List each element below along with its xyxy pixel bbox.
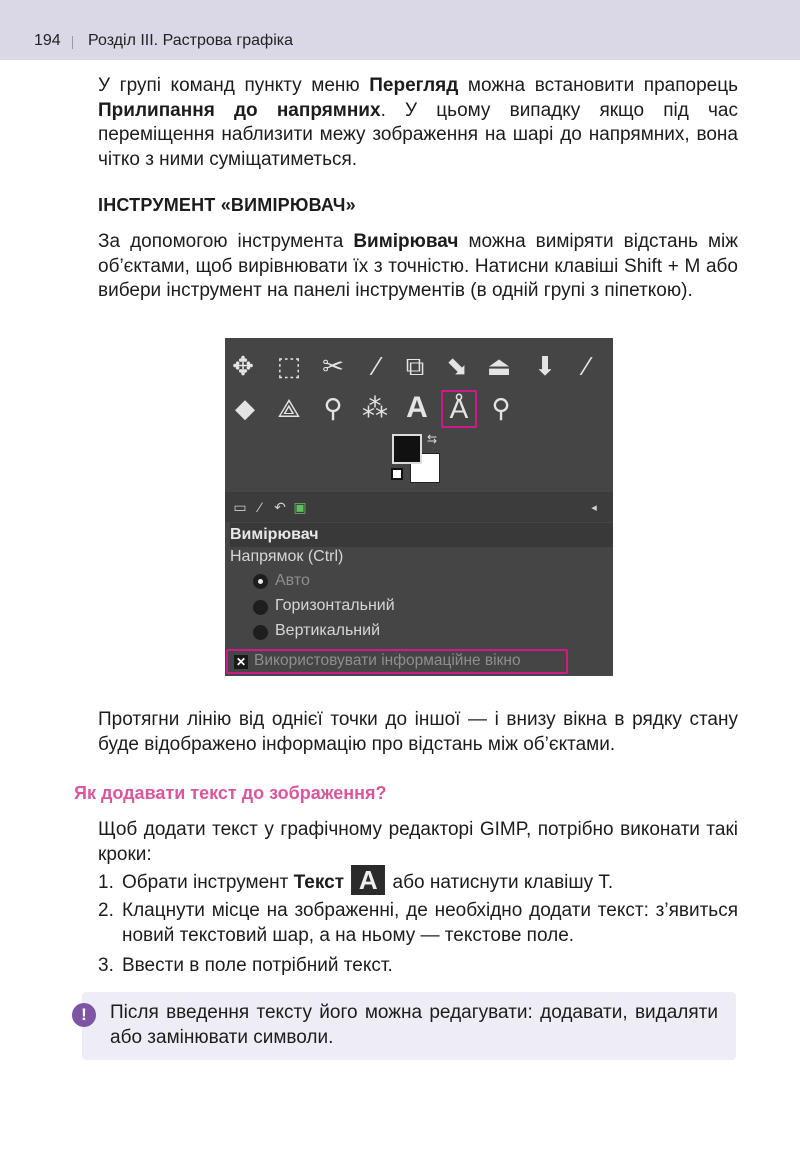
section-heading: Як додавати текст до зображення? — [74, 783, 387, 803]
drag-line-paragraph: Протягни лінію від однієї точки до іншої — і внизу вікна в рядку стану буде відображено інформацію про відстань між об’єктами. — [98, 709, 738, 755]
measure-tool-icon[interactable]: Å — [441, 390, 477, 428]
step-number: 1. — [98, 872, 114, 893]
info-window-label: Використовувати інформаційне вікно — [254, 652, 521, 669]
zoom-icon[interactable]: ⚲ — [491, 393, 511, 423]
undo-history-tab-icon[interactable]: ↶ — [274, 498, 286, 515]
list-item — [98, 865, 738, 901]
scissors-icon[interactable]: ✂ — [322, 351, 344, 381]
exclamation-icon: ! — [72, 1003, 96, 1027]
swap-colors-icon[interactable]: ⇆ — [427, 432, 438, 446]
radio-vertical-label: Вертикальний — [275, 622, 381, 639]
paintbrush-icon[interactable]: ∕ — [584, 351, 590, 381]
bucket-fill-icon[interactable]: ⬇ — [534, 351, 556, 381]
radio-horizontal-label: Горизонтальний — [275, 597, 395, 614]
header-divider — [72, 36, 73, 49]
radio-horizontal[interactable] — [253, 600, 268, 615]
info-window-checkbox[interactable]: ✕ — [235, 655, 247, 669]
foreground-color-swatch[interactable] — [392, 434, 422, 464]
default-colors-icon[interactable] — [391, 468, 403, 480]
warp-icon[interactable]: ⏏ — [486, 351, 512, 381]
tool-options-title: Вимірювач — [230, 523, 613, 547]
rect-select-icon[interactable]: ⬚ — [276, 351, 302, 381]
step-text: Клацнути місце на зображенні, де необхідно додати текст: з’явиться новий текстовий шар, а на ньому — текстове поле. — [122, 900, 738, 946]
paths-icon[interactable]: ⁂ — [362, 393, 388, 423]
page-header — [0, 0, 800, 60]
smudge-icon[interactable]: ⚲ — [323, 393, 343, 423]
eraser-icon[interactable]: ◆ — [235, 393, 255, 423]
note-text: Після введення тексту його можна редагувати: додавати, видаляти або замінювати символи. — [110, 1002, 718, 1048]
clone-stamp-icon[interactable]: ⟁ — [277, 393, 301, 423]
list-item — [98, 899, 738, 951]
move-tool-icon[interactable]: ✥ — [232, 351, 254, 381]
step-text: Ввести в поле потрібний текст. — [122, 955, 393, 976]
dock-menu-icon[interactable]: ◂ — [591, 501, 597, 514]
page-number: 194 — [34, 32, 61, 49]
tool-options-tab-icon[interactable]: ▭ — [233, 498, 247, 515]
step-number: 3. — [98, 955, 114, 976]
step-text: Обрати інструмент Текст A або натиснути клавішу T. — [122, 865, 614, 895]
section-title: Розділ ІІІ. Растрова графіка — [88, 32, 293, 49]
text-tool-icon[interactable]: A — [406, 391, 428, 424]
images-tab-icon[interactable]: ▣ — [293, 498, 307, 515]
measure-paragraph: За допомогою інструмента Вимірювач можна виміряти відстань між об’єктами, щоб вирівнювати їх з точністю. Натисни клавіші Shift + M або вибери інструмент на панелі інструментів (в одній групі з піпеткою). — [98, 231, 738, 302]
gimp-toolbox-screenshot — [225, 338, 613, 676]
radio-auto-label: Авто — [275, 572, 310, 589]
intro-paragraph: У групі команд пункту меню Перегляд можна встановити прапорець Прилипання до напрямних. У цьому випадку якщо під час переміщення наблизити межу зображення на шарі до напрямних, вона чітко з ними суміщатиметься. — [98, 75, 739, 170]
text-tool-icon: A — [351, 865, 385, 895]
steps-intro-paragraph: Щоб додати текст у графічному редакторі GIMP, потрібно виконати такі кроки: — [98, 819, 738, 865]
direction-label: Напрямок (Ctrl) — [230, 548, 344, 565]
radio-auto[interactable] — [253, 574, 268, 589]
fuzzy-select-icon[interactable]: ⁄ — [374, 351, 380, 381]
radio-vertical[interactable] — [253, 625, 268, 640]
tool-heading: ІНСТРУМЕНТ «ВИМІРЮВАЧ» — [98, 195, 356, 215]
crop-icon[interactable]: ⧉ — [405, 351, 425, 381]
list-item — [98, 954, 738, 980]
step-number: 2. — [98, 900, 114, 921]
transform-icon[interactable]: ⬊ — [446, 351, 468, 381]
device-status-tab-icon[interactable]: ⁄ — [258, 499, 262, 515]
